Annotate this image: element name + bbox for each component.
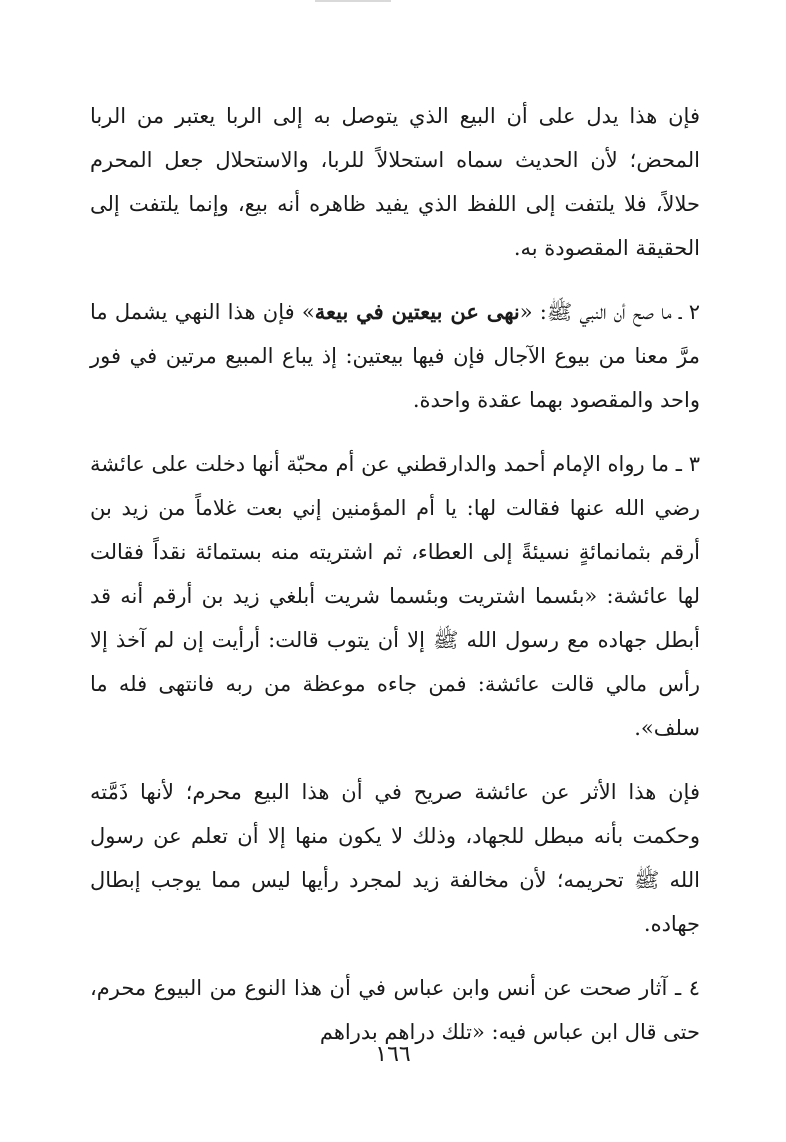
paragraph-text: ٤ ـ آثار صحت عن أنس وابن عباس في أن هذا النوع من البيوع محرم، حتى قال ابن عباس فيه: «تلك دراهم بدراهم — [90, 976, 700, 1044]
paragraph-point-2 — [90, 290, 700, 422]
paragraph-riba-meaning — [90, 94, 700, 270]
paragraph-text: فإن هذا يدل على أن البيع الذي يتوصل به إلى الربا يعتبر من الربا المحض؛ لأن الحديث سماه استحلالاً للربا، والاستحلال جعل المحرم حلالاً، فلا يلتفت إلى اللفظ الذي يفيد ظاهره أنه بيع، وإنما يلتفت إلى الحقيقة المقصودة به. — [90, 104, 700, 260]
paragraph-text: فإن هذا الأثر عن عائشة صريح في أن هذا البيع محرم؛ لأنها ذَمَّته وحكمت بأنه مبطل للجهاد، وذلك لا يكون منها إلا أن تعلم عن رسول الله ﷺ تحريمه؛ لأن مخالفة زيد لمجرد رأيها ليس مما يوجب إبطال جهاده. — [90, 780, 700, 936]
page-number: ١٦٦ — [375, 1042, 411, 1067]
hadith-quote-bold: نهى عن بيعتين في بيعة — [314, 299, 520, 324]
paragraph-text: » فإن هذا النهي يشمل ما مرَّ معنا من بيوع الآجال فإن فيها بيعتين: إذ يباع المبيع مرتين في فور واحد والمقصود بهما عقدة واحدة. — [90, 300, 700, 412]
top-divider — [315, 0, 391, 2]
paragraph-text: ٢ ـ ما صح أن النبي ﷺ: « — [519, 300, 700, 324]
page-body — [90, 94, 700, 1074]
paragraph-aisha-athar — [90, 770, 700, 946]
paragraph-text: ٣ ـ ما رواه الإمام أحمد والدارقطني عن أم محبّة أنها دخلت على عائشة رضي الله عنها فقالت لها: يا أم المؤمنين إني بعت غلاماً من زيد بن أرقم بثمانمائةٍ نسيئةً إلى العطاء، ثم اشتريته منه بستمائة نقداً فقالت لها عائشة: «بئسما اشتريت وبئسما شريت أبلغي زيد بن أرقم أنه قد أبطل جهاده مع رسول الله ﷺ إلا أن يتوب قالت: أرأيت إن لم آخذ إلا رأس مالي قالت عائشة: فمن جاءه موعظة من ربه فانتهى فله ما سلف». — [90, 452, 700, 740]
paragraph-point-4 — [90, 966, 700, 1054]
paragraph-point-3 — [90, 442, 700, 750]
